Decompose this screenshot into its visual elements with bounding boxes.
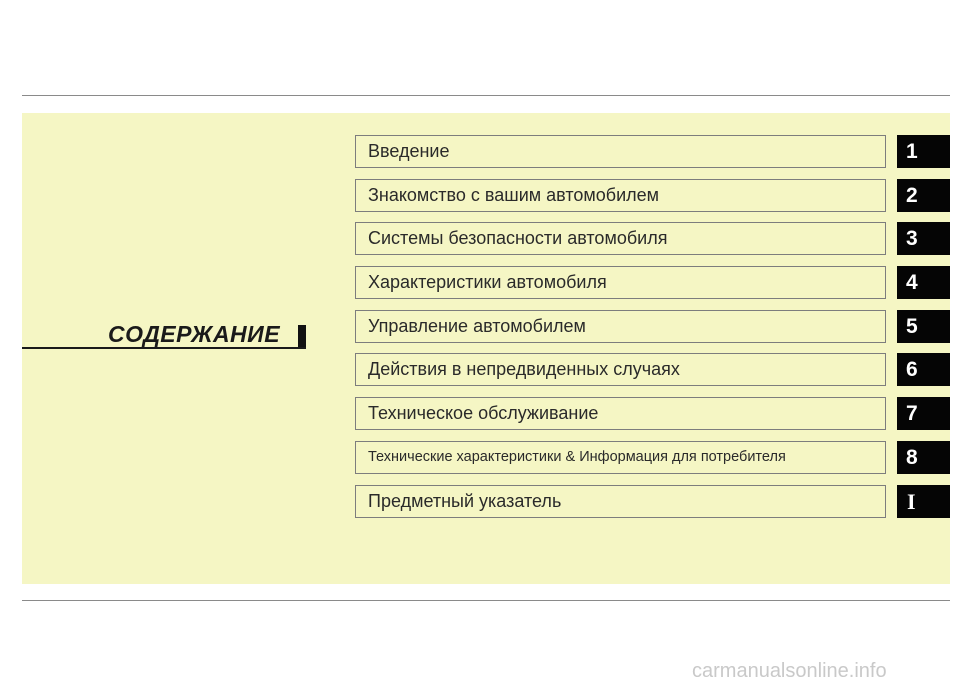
- chapter-tab-6[interactable]: [897, 353, 950, 386]
- chapter-link-safety-system[interactable]: [355, 222, 886, 255]
- chapter-tab-4[interactable]: [897, 266, 950, 299]
- chapter-link-your-vehicle[interactable]: [355, 179, 886, 212]
- chapter-tab-7[interactable]: [897, 397, 950, 430]
- chapter-label: Системы безопасности автомобиля: [368, 228, 668, 248]
- chapter-tab-5[interactable]: [897, 310, 950, 343]
- chapter-number: 2: [906, 184, 918, 207]
- chapter-number: 7: [906, 402, 918, 425]
- chapter-link-emergency[interactable]: [355, 353, 886, 386]
- toc-title: СОДЕРЖАНИЕ: [108, 321, 281, 347]
- chapter-label: Технические характеристики & Информация для потребителя: [368, 449, 786, 465]
- chapter-tab-1[interactable]: [897, 135, 950, 168]
- chapter-label: Управление автомобилем: [368, 316, 586, 336]
- chapter-link-introduction[interactable]: [355, 135, 886, 168]
- chapter-number: 6: [906, 358, 918, 381]
- chapter-number: 1: [906, 140, 918, 163]
- chapter-link-index[interactable]: [355, 485, 886, 518]
- chapter-label: Действия в непредвиденных случаях: [368, 359, 680, 379]
- chapter-link-vehicle-features[interactable]: [355, 266, 886, 299]
- watermark: carmanualsonline.info: [692, 660, 887, 682]
- chapter-label: Знакомство с вашим автомобилем: [368, 185, 660, 205]
- chapter-tab-3[interactable]: [897, 222, 950, 255]
- chapter-tab-2[interactable]: [897, 179, 950, 212]
- chapter-number: 3: [906, 227, 918, 250]
- chapter-tab-8[interactable]: [897, 441, 950, 474]
- chapter-link-driving[interactable]: [355, 310, 886, 343]
- chapter-link-maintenance[interactable]: [355, 397, 886, 430]
- chapter-number: 5: [906, 315, 918, 338]
- chapter-link-specifications[interactable]: [355, 441, 886, 474]
- chapter-number: 8: [906, 446, 918, 469]
- chapter-label: Техническое обслуживание: [368, 403, 599, 423]
- chapter-label: Введение: [368, 141, 450, 161]
- top-divider: [22, 95, 950, 96]
- bottom-divider: [22, 600, 950, 601]
- chapter-tab-index[interactable]: [897, 485, 950, 518]
- toc-title-marker: [298, 325, 306, 348]
- chapter-number: 4: [906, 271, 918, 294]
- chapter-number: I: [907, 489, 916, 514]
- toc-title-underline: [22, 347, 306, 349]
- chapter-label: Характеристики автомобиля: [368, 272, 607, 292]
- chapter-label: Предметный указатель: [368, 491, 562, 511]
